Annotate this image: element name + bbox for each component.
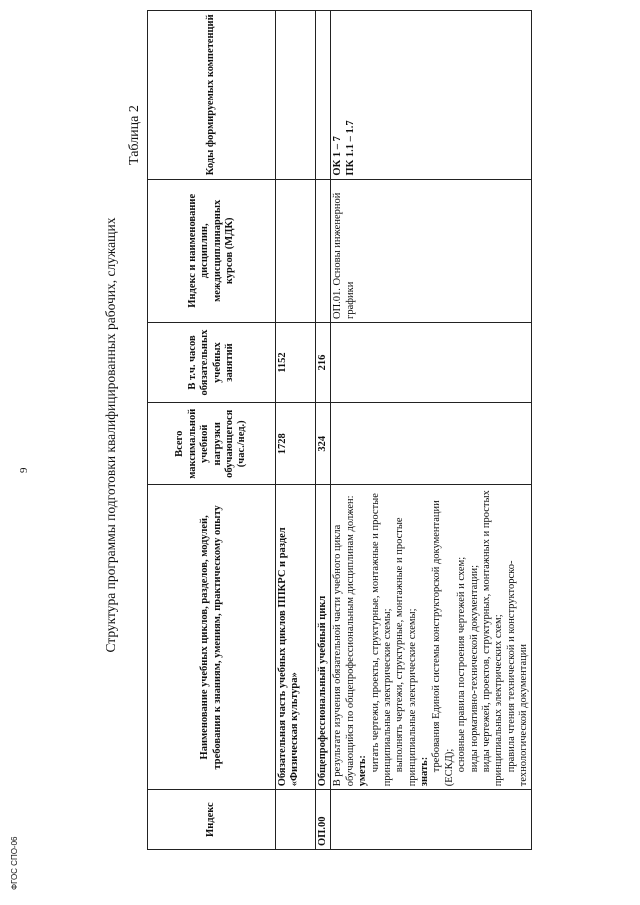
detail-codes	[331, 11, 532, 180]
header-obligatory-hours: В т.ч. часов обязательных учебных занятий	[148, 322, 276, 402]
header-total-load: Всего максимальной учебной нагрузки обучающегося (час./нед.)	[148, 403, 276, 485]
op-codes	[316, 11, 331, 180]
knowledge-item: виды чертежей, проектов, структурных, монтажных и простых принципиальных электрических схем;	[480, 490, 505, 787]
program-structure-table	[147, 10, 532, 850]
header-index: Индекс	[148, 790, 276, 850]
op-mdk	[316, 179, 331, 322]
codes-pk: ПК 1.1 – 1.7	[344, 120, 356, 176]
knowledge-label: знать:	[419, 756, 430, 787]
codes-ok: ОК 1 – 7	[332, 136, 344, 176]
table-label: Таблица 2	[127, 105, 142, 165]
summary-total: 1728	[276, 403, 316, 485]
op-total: 324	[316, 403, 331, 485]
op-obligatory: 216	[316, 322, 331, 402]
summary-name: Обязательная часть учебных циклов ППКРС и раздел «Физическая культура»	[276, 485, 316, 790]
table-row-general-professional-cycle	[316, 11, 331, 850]
op-index: ОП.00	[316, 790, 331, 850]
knowledge-item: основные правила построения чертежей и схем;	[456, 556, 468, 773]
skill-item: выполнять чертежи, структурные, монтажные и простые принципиальные электрические схемы;	[394, 517, 418, 787]
detail-mdk: ОП.01. Основы инженерной графики	[331, 179, 532, 322]
summary-index	[276, 790, 316, 850]
detail-obligatory	[331, 322, 532, 402]
header-competency-codes: Коды формируемых компетенций	[148, 11, 276, 180]
table-header-row	[148, 11, 276, 850]
knowledge-item: правила чтения технической и конструкторско-технологической документации	[505, 560, 529, 787]
summary-obligatory: 1152	[276, 322, 316, 402]
header-name: Наименование учебных циклов, разделов, модулей, требования к знаниям, умениям, практическому опыту	[148, 485, 276, 790]
header-mdk: Индекс и наименование дисциплин, междисциплинарных курсов (МДК)	[148, 179, 276, 322]
document-code: ФГОС СПО-06	[10, 836, 19, 890]
knowledge-item: требования Единой системы конструкторской документации (ЕСКД);	[431, 500, 455, 787]
summary-codes	[276, 11, 316, 180]
op-name: Общепрофессиональный учебный цикл	[316, 485, 331, 790]
detail-index	[331, 790, 532, 850]
table-row-obligatory-part	[276, 11, 316, 850]
detail-requirements	[331, 485, 532, 790]
page-number: 9	[18, 467, 30, 473]
document-title: Структура программы подготовки квалифицированных рабочих, служащих	[103, 217, 118, 653]
detail-intro: В результате изучения обязательной части учебного цикла обучающийся по общепрофессиональным дисциплинам должен:	[332, 495, 356, 787]
summary-mdk	[276, 179, 316, 322]
table-row-engineering-graphics	[331, 11, 532, 850]
detail-total	[331, 403, 532, 485]
skills-label: уметь:	[357, 755, 369, 787]
knowledge-item: виды нормативно-технической документации;	[468, 564, 480, 773]
skill-item: читать чертежи, проекты, структурные, монтажные и простые принципиальные электрические схемы;	[369, 493, 393, 787]
